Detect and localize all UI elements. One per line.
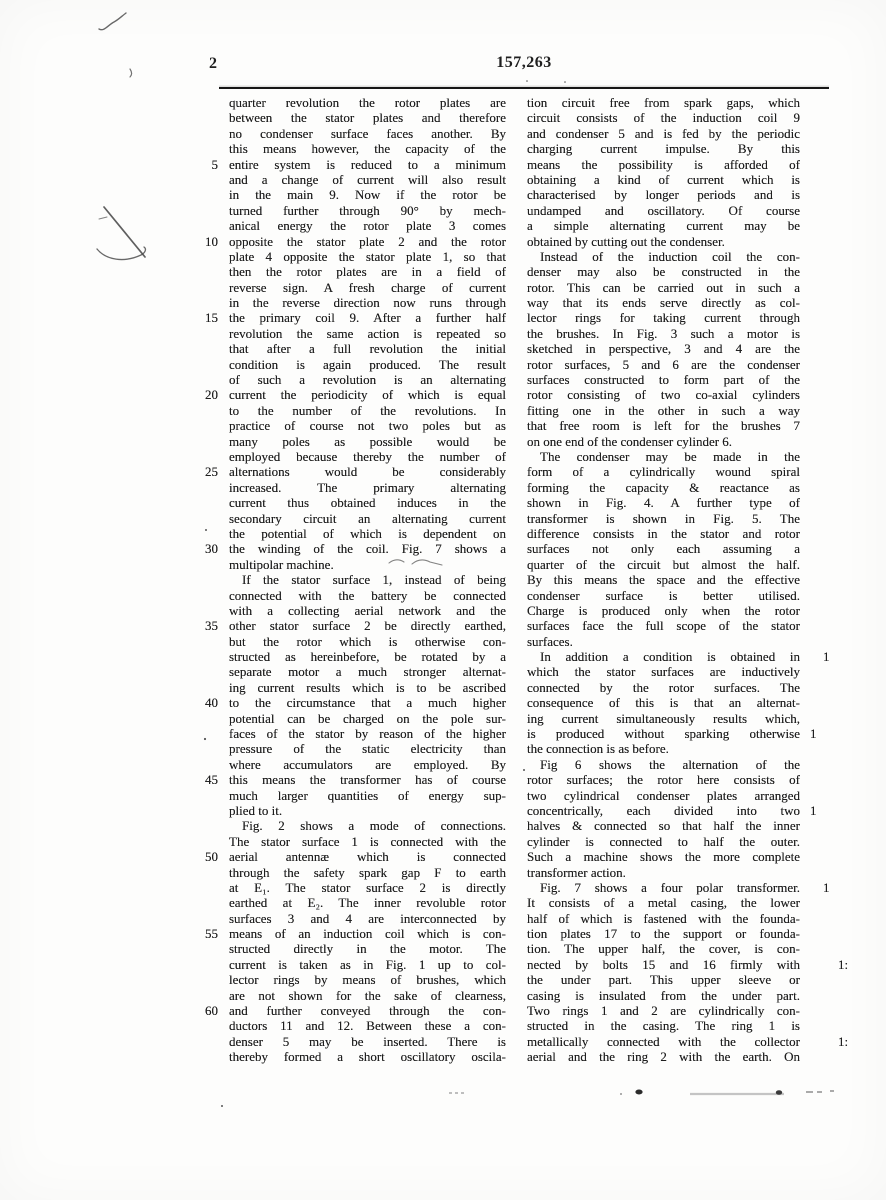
text-line: characterised by longer periods and is — [527, 187, 800, 203]
text-line: the potential of which is dependent on — [229, 525, 506, 541]
text-line: sketched in perspective, 3 and 4 are the — [527, 341, 800, 357]
line-number: 1 — [823, 649, 830, 665]
text-line: connected by the rotor surfaces. The — [527, 679, 800, 695]
text-line: the brushes. In Fig. 3 such a motor is — [527, 325, 800, 341]
line-number: 15 — [205, 310, 218, 326]
text-line: transformer action. — [527, 864, 626, 880]
text-line: circuit consists of the induction coil 9 — [527, 110, 800, 126]
text-line: this means however, the capacity of the — [229, 141, 506, 157]
text-line: rotor surfaces; the rotor here consists of — [527, 772, 800, 788]
text-line: that free room is left for the brushes 7 — [527, 418, 800, 434]
text-line: are not shown for the sake of clearness, — [229, 987, 506, 1003]
text-line: at E₁. The stator surface 2 is directly — [229, 879, 506, 895]
text-line: much larger quantities of energy sup- — [229, 787, 506, 803]
line-number: 1: — [838, 1033, 849, 1049]
text-line: the under part. This upper sleeve or — [527, 972, 800, 988]
text-line: If the stator surface 1, instead of being — [242, 572, 506, 588]
text-line: fitting one in the other in such a way — [527, 402, 800, 418]
text-line: tion. The upper half, the cover, is con- — [527, 941, 800, 957]
line-number: 40 — [205, 695, 218, 711]
text-line: plate 4 opposite the stator plate 1, so that — [229, 248, 506, 264]
text-line: lector rings for taking current through — [527, 310, 800, 326]
line-number: 45 — [205, 772, 218, 788]
text-line: Charge is produced only when the rotor — [527, 602, 800, 618]
text-line: turned further through 90° by mech- — [229, 202, 506, 218]
text-line: charging current impulse. By this — [527, 141, 800, 157]
text-line: between the stator plates and therefore — [229, 110, 506, 126]
text-line: that after a full revolution the initial — [229, 341, 506, 357]
text-line: alternations would be considerably 25 — [205, 464, 506, 480]
text-line: rotor. This can be carried out in such a — [527, 279, 800, 295]
pencil-short-dash-icon — [99, 217, 107, 219]
text-line: aerial antennæ which is connected 50 — [205, 849, 506, 865]
text-line: where accumulators are employed. By — [229, 756, 506, 772]
line-number: 5 — [211, 156, 218, 172]
text-line: structed in the casing. The ring 1 is — [527, 1018, 800, 1034]
text-line: Such a machine shows the more complete — [527, 849, 800, 865]
text-line: means of an induction coil which is con- 55 — [205, 926, 506, 942]
text-line: Instead of the induction coil the con- — [540, 248, 800, 264]
text-line: consequence of this is that an alternat- — [527, 695, 800, 711]
text-line: structed directly in the motor. The — [229, 941, 506, 957]
text-line: difference consists in the stator and rotor — [527, 525, 800, 541]
line-number: 55 — [205, 926, 218, 942]
text-line: forming the capacity & reactance as — [527, 479, 800, 495]
text-line: condition is again produced. The result — [229, 356, 506, 372]
pencil-curve-icon — [97, 247, 145, 260]
text-line: practice of course not two poles but as — [229, 418, 506, 434]
ink-speck — [526, 80, 528, 82]
text-line: the primary coil 9. After a further half 15 — [205, 310, 506, 326]
text-line: The condenser may be made in the — [540, 448, 800, 464]
text-line: anical energy the rotor plate 3 comes — [229, 218, 506, 234]
text-line: which the stator surfaces are inductively — [527, 664, 800, 680]
line-number: 35 — [205, 618, 218, 634]
text-line: the connection is as before. — [527, 741, 669, 757]
patent-number: 157,263 — [496, 54, 552, 71]
text-line: form of a cylindrically wound spiral — [527, 464, 800, 480]
text-line: many poles as possible would be — [229, 433, 506, 449]
text-line: denser 5 may be inserted. There is — [229, 1033, 506, 1049]
text-line: the winding of the coil. Fig. 7 shows a 30 — [205, 541, 506, 557]
text-line: cylinder is connected to half the outer. — [527, 833, 800, 849]
text-line: through the safety spark gap F to earth — [229, 864, 506, 880]
text-line: concentrically, each divided into two 1 — [527, 802, 817, 818]
text-line: earthed at E₂. The inner revoluble rotor — [229, 895, 506, 911]
ink-speck — [204, 738, 206, 740]
text-line: and condenser 5 and is fed by the periodic — [527, 125, 800, 141]
text-line: Fig. 7 shows a four polar transformer. 1 — [540, 879, 830, 895]
text-line: current the periodicity of which is equal 20 — [205, 387, 506, 403]
text-line: then the rotor plates are in a field of — [229, 264, 506, 280]
line-number: 30 — [205, 541, 218, 557]
line-number: 60 — [205, 1003, 218, 1019]
page-number: 2 — [209, 55, 217, 72]
ink-speck — [564, 81, 566, 83]
text-line: and further conveyed through the con- 60 — [205, 1003, 506, 1019]
text-line: quarter of the circuit but almost the half. — [527, 556, 800, 572]
text-line: nected by bolts 15 and 16 firmly with 1: — [527, 956, 849, 972]
pencil-squiggle-top-left-icon — [99, 13, 126, 30]
text-line: no condenser surface faces another. By — [229, 125, 506, 141]
text-line: to the number of the revolutions. In — [229, 402, 506, 418]
text-line: multipolar machine. — [229, 556, 334, 572]
text-line: undamped and oscillatory. Of course — [527, 202, 800, 218]
text-line: surfaces constructed to form part of the — [527, 372, 800, 388]
text-line: ing current simultaneously results which, — [527, 710, 800, 726]
line-number: 10 — [205, 233, 218, 249]
text-line: Two rings 1 and 2 are cylindrically con- — [527, 1003, 800, 1019]
line-number: 25 — [205, 464, 218, 480]
text-line: Fig 6 shows the alternation of the — [540, 756, 800, 772]
text-line: in the main 9. Now if the rotor be — [229, 187, 506, 203]
text-line: halves & connected so that half the inner — [527, 818, 800, 834]
text-line: surfaces face the full scope of the stator — [527, 618, 800, 634]
text-line: reverse sign. A fresh charge of current — [229, 279, 506, 295]
ink-speck — [205, 529, 207, 531]
ink-speck — [221, 1105, 223, 1107]
line-number: 1 — [823, 879, 830, 895]
text-line: other stator surface 2 be directly earthed, 35 — [205, 618, 506, 634]
text-line: a simple alternating current may be — [527, 218, 800, 234]
line-number: 1 — [810, 802, 817, 818]
text-line: increased. The primary alternating — [229, 479, 506, 495]
text-line: rotor surfaces, 5 and 6 are the condenser — [527, 356, 800, 372]
text-line: pressure of the static electricity than — [229, 741, 506, 757]
text-line: condenser surface is better utilised. — [527, 587, 800, 603]
text-line: shown in Fig. 4. A further type of — [527, 495, 800, 511]
text-line: rotor consisting of two co-axial cylinders — [527, 387, 800, 403]
text-line: By this means the space and the effective — [527, 572, 800, 588]
text-line: opposite the stator plate 2 and the rotor 10 — [205, 233, 506, 249]
text-line: potential can be charged on the pole sur- — [229, 710, 506, 726]
text-line: plied to it. — [229, 802, 283, 818]
text-line: lector rings by means of brushes, which — [229, 972, 506, 988]
pencil-diagonal-stroke-icon — [104, 207, 145, 257]
left-text-column — [205, 95, 506, 1065]
ink-speck — [523, 769, 525, 771]
text-line: Fig. 2 shows a mode of connections. — [242, 818, 506, 834]
text-line: with a collecting aerial network and the — [229, 602, 506, 618]
text-line: structed as hereinbefore, be rotated by a — [229, 649, 506, 665]
text-line: half of which is fastened with the founda- — [527, 910, 800, 926]
text-line: faces of the stator by reason of the higher — [229, 726, 506, 742]
pencil-tick-icon — [130, 69, 132, 77]
text-line: In addition a condition is obtained in 1 — [540, 649, 830, 665]
text-line: current thus obtained induces in the — [229, 495, 506, 511]
text-line: way that its ends serve directly as col- — [527, 295, 800, 311]
text-line: tion plates 17 to the support or founda- — [527, 926, 800, 942]
line-number: 1 — [810, 726, 817, 742]
text-line: surfaces. — [527, 633, 573, 649]
text-line: revolution the same action is repeated so — [229, 325, 506, 341]
text-line: this means the transformer has of course 45 — [205, 772, 506, 788]
text-line: in the reverse direction now runs through — [229, 295, 506, 311]
text-line: and a change of current will also result — [229, 171, 506, 187]
text-line: obtained by cutting out the condenser. — [527, 233, 725, 249]
text-line: tion circuit free from spark gaps, which — [527, 95, 800, 110]
bottom-smudges — [449, 1090, 834, 1095]
text-line: two cylindrical condenser plates arranged — [527, 787, 800, 803]
text-line: secondary circuit an alternating current — [229, 510, 506, 526]
text-line: entire system is reduced to a minimum 5 — [211, 156, 506, 172]
text-line: current is taken as in Fig. 1 up to col- — [229, 956, 506, 972]
text-line: casing is insulated from the under part. — [527, 987, 800, 1003]
text-line: surfaces not only each assuming a — [527, 541, 800, 557]
text-line: to the circumstance that a much higher 40 — [205, 695, 506, 711]
text-line: metallically connected with the collector 1: — [527, 1033, 849, 1049]
line-number: 20 — [205, 387, 218, 403]
text-line: thereby formed a short oscillatory oscila- — [229, 1049, 506, 1065]
text-line: quarter revolution the rotor plates are — [229, 95, 506, 110]
text-line: obtaining a kind of current which is — [527, 171, 800, 187]
text-line: on one end of the condenser cylinder 6. — [527, 433, 733, 449]
text-line: ductors 11 and 12. Between these a con- — [229, 1018, 506, 1034]
text-line: The stator surface 1 is connected with the — [229, 833, 506, 849]
text-line: connected with the battery be connected — [229, 587, 506, 603]
header-rule — [219, 87, 829, 89]
text-line: It consists of a metal casing, the lower — [527, 895, 800, 911]
text-line: aerial and the ring 2 with the earth. On — [527, 1049, 800, 1065]
text-line: means the possibility is afforded of — [527, 156, 800, 172]
text-line: denser may also be constructed in the — [527, 264, 800, 280]
line-number: 50 — [205, 849, 218, 865]
text-line: but the rotor which is otherwise con- — [229, 633, 506, 649]
text-line: is produced without sparking otherwise 1 — [527, 726, 817, 742]
text-line: of such a revolution is an alternating — [229, 372, 506, 388]
right-text-column — [527, 95, 849, 1065]
text-line: surfaces 3 and 4 are interconnected by — [229, 910, 506, 926]
text-line: ing current results which is to be ascribed — [229, 679, 506, 695]
text-line: separate motor a much stronger alternat- — [229, 664, 506, 680]
text-line: employed because thereby the number of — [229, 448, 506, 464]
line-number: 1: — [838, 956, 849, 972]
text-line: transformer is shown in Fig. 5. The — [527, 510, 800, 526]
